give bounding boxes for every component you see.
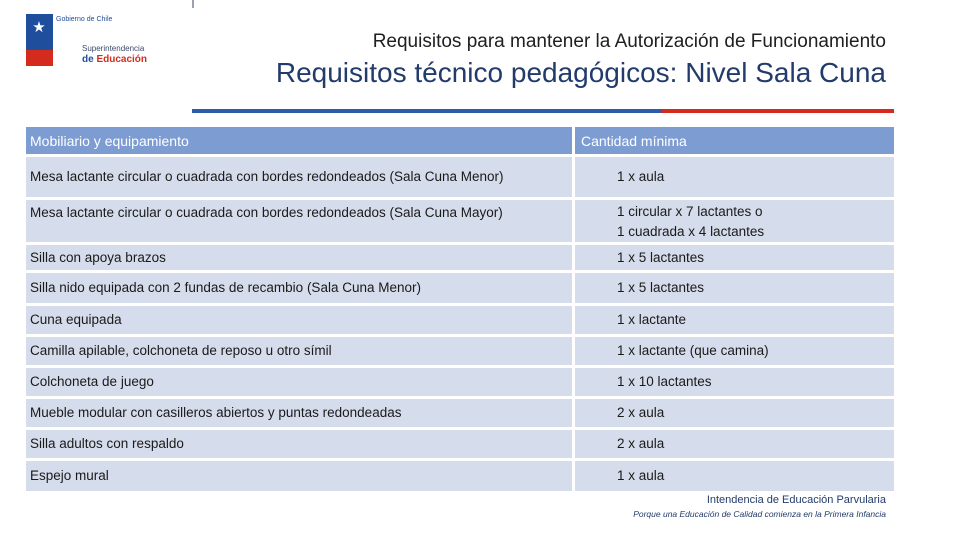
title-underline — [192, 109, 894, 113]
requirements-table — [26, 127, 894, 494]
qty-cell — [575, 157, 894, 197]
table-row — [26, 399, 894, 427]
qty-value: 1 x 5 lactantes — [617, 280, 705, 295]
item-label: Colchoneta de juego — [30, 374, 154, 389]
table-row — [26, 368, 894, 396]
qty-value: 1 x 5 lactantes — [617, 249, 705, 265]
qty-value: 1 x lactante (que camina) — [617, 343, 769, 358]
item-label: Cuna equipada — [30, 312, 122, 327]
qty-cell — [575, 399, 894, 427]
logo-red-block — [26, 50, 53, 66]
chile-star-icon: ★ — [32, 19, 46, 36]
table-row — [26, 157, 894, 197]
qty-value: 1 circular x 7 lactantes o — [617, 204, 763, 219]
qty-cell — [575, 430, 894, 458]
qty-cell — [575, 461, 894, 491]
qty-value: 1 cuadrada x 4 lactantes — [617, 224, 765, 239]
page-title: Requisitos técnico pedagógicos: Nivel Sala Cuna — [275, 57, 886, 88]
superintendencia-logo — [26, 14, 166, 70]
item-cell — [26, 273, 572, 303]
qty-cell — [575, 337, 894, 365]
qty-value: 1 x aula — [617, 169, 665, 184]
item-label: Camilla apilable, colchoneta de reposo u otro símil — [30, 343, 332, 358]
qty-cell — [575, 273, 894, 303]
item-label: Mesa lactante circular o cuadrada con bordes redondeados (Sala Cuna Menor) — [30, 169, 504, 184]
item-cell — [26, 461, 572, 491]
table-row — [26, 430, 894, 458]
title-underline-red — [662, 109, 894, 113]
footer-org: Intendencia de Educación Parvularia — [706, 494, 886, 506]
qty-value: 1 x 10 lactantes — [617, 374, 712, 389]
footer-tagline: Porque una Educación de Calidad comienza en la Primera Infancia — [633, 509, 886, 519]
column-header-qty: Cantidad mínima — [575, 127, 894, 154]
table-row — [26, 273, 894, 303]
table-header-row — [26, 127, 894, 154]
item-label: Silla con apoya brazos — [30, 249, 166, 265]
page-subtitle: Requisitos para mantener la Autorización de Funcionamiento — [372, 31, 886, 52]
qty-cell — [575, 200, 894, 242]
table-row — [26, 245, 894, 270]
item-label: Silla adultos con respaldo — [30, 436, 184, 451]
item-label: Silla nido equipada con 2 fundas de recambio (Sala Cuna Menor) — [30, 280, 421, 295]
qty-cell — [575, 368, 894, 396]
title-underline-blue — [192, 109, 662, 113]
item-cell — [26, 245, 572, 270]
table-row — [26, 337, 894, 365]
item-label: Mueble modular con casilleros abiertos y puntas redondeadas — [30, 405, 402, 420]
logo-superintendencia-text: Superintendencia — [82, 44, 145, 53]
logo-de: de — [82, 54, 97, 65]
table-row — [26, 306, 894, 334]
item-cell — [26, 430, 572, 458]
item-label: Mesa lactante circular o cuadrada con bordes redondeados (Sala Cuna Mayor) — [30, 205, 503, 220]
logo-educacion-text — [82, 54, 147, 65]
table-row — [26, 200, 894, 242]
item-cell — [26, 306, 572, 334]
qty-value: 1 x aula — [617, 468, 665, 483]
qty-value: 1 x lactante — [617, 312, 687, 327]
item-cell — [26, 399, 572, 427]
qty-cell — [575, 245, 894, 270]
item-cell — [26, 337, 572, 365]
qty-cell — [575, 306, 894, 334]
table-row — [26, 461, 894, 491]
item-cell — [26, 368, 572, 396]
qty-value: 2 x aula — [617, 405, 665, 420]
item-label: Espejo mural — [30, 468, 109, 483]
logo-gobierno-text: Gobierno de Chile — [56, 16, 113, 23]
qty-value: 2 x aula — [617, 436, 665, 451]
item-cell — [26, 200, 572, 242]
top-divider — [192, 0, 194, 8]
column-header-item: Mobiliario y equipamiento — [26, 127, 572, 154]
logo-educacion: Educación — [96, 54, 148, 65]
item-cell — [26, 157, 572, 197]
